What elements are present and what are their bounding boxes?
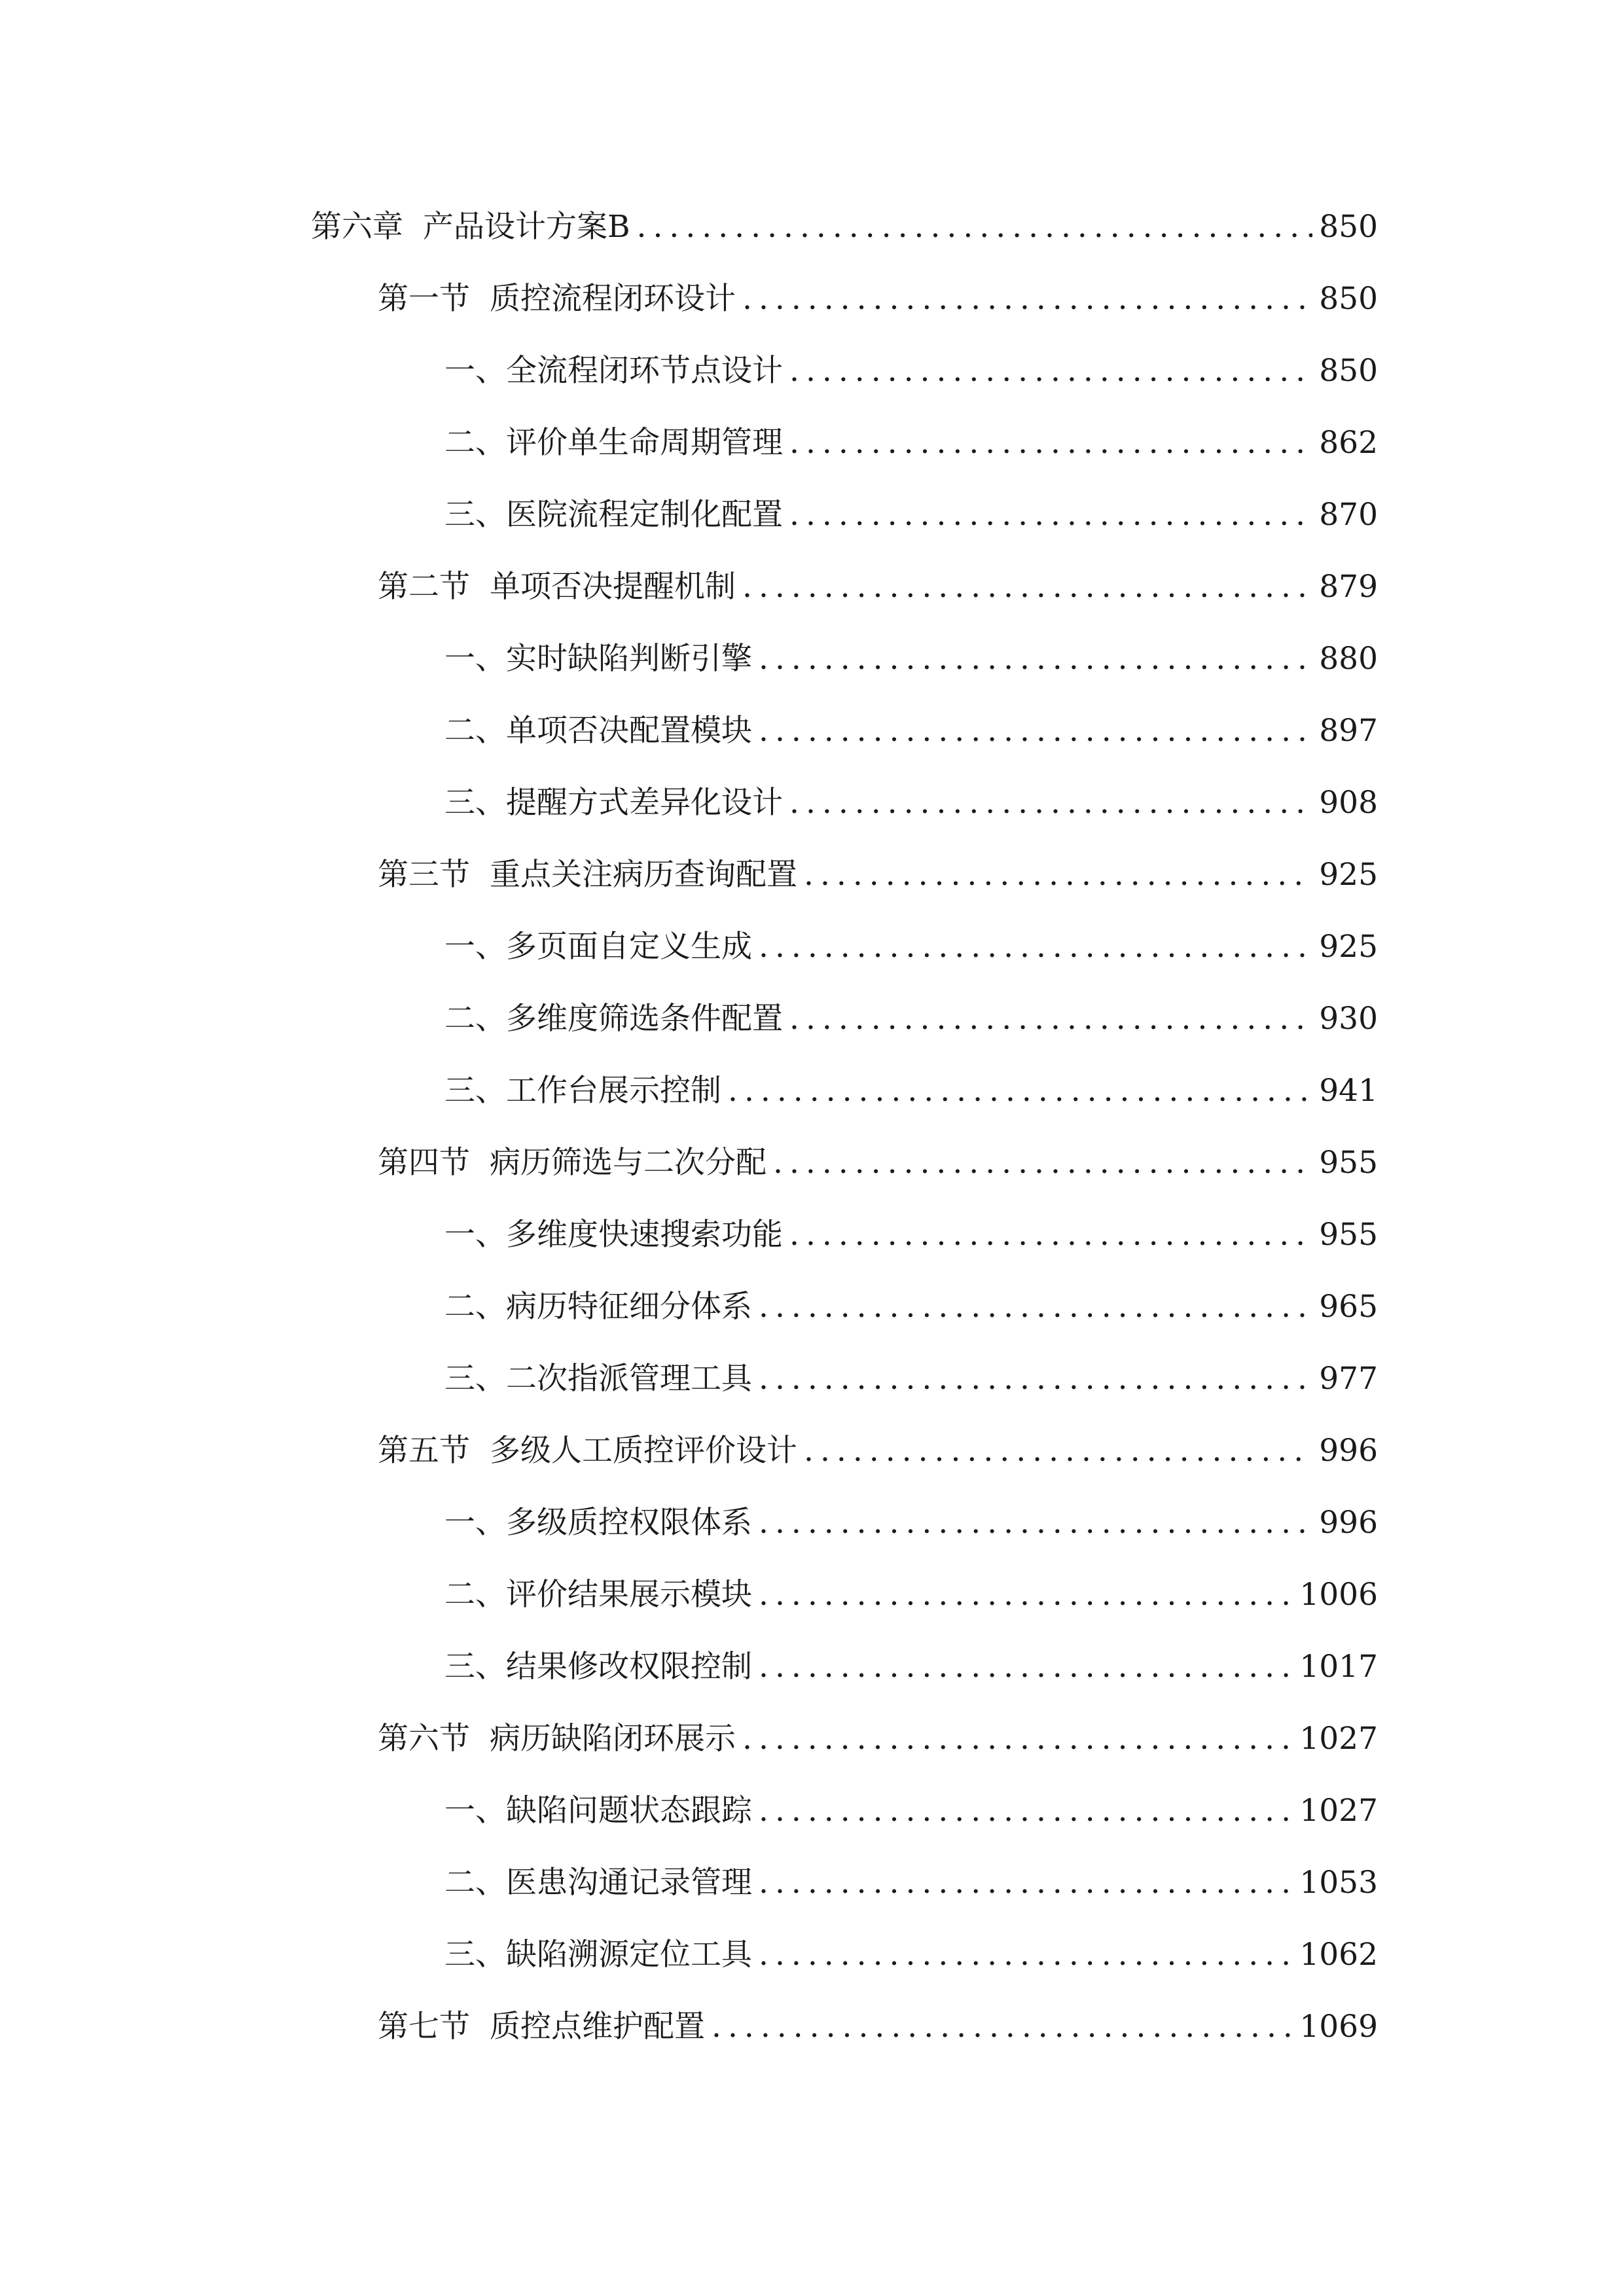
toc-dot-leader xyxy=(789,767,1312,839)
toc-page-number: 897 xyxy=(1319,713,1378,749)
toc-entry-number: 第六节 xyxy=(378,1721,470,1757)
toc-section-entry[interactable] xyxy=(311,263,1378,335)
toc-page-number: 925 xyxy=(1319,857,1378,893)
toc-page-number: 880 xyxy=(1319,641,1378,677)
toc-entry-title: 医院流程定制化配置 xyxy=(506,497,783,533)
toc-entry-number: 三、 xyxy=(444,1649,506,1685)
toc-entry-title: 质控流程闭环设计 xyxy=(490,281,736,317)
toc-dot-leader xyxy=(759,695,1312,767)
toc-dot-leader xyxy=(759,1271,1312,1343)
toc-entry-number: 一、 xyxy=(444,1505,506,1541)
toc-subsection-entry[interactable] xyxy=(311,1559,1378,1631)
toc-dot-leader xyxy=(742,263,1312,335)
toc-entry-title: 病历筛选与二次分配 xyxy=(490,1145,767,1181)
toc-subsection-entry[interactable] xyxy=(311,407,1378,479)
toc-page-number: 930 xyxy=(1319,1001,1378,1037)
toc-page-number: 879 xyxy=(1319,569,1378,605)
toc-dot-leader xyxy=(789,1199,1312,1271)
toc-chapter-entry[interactable] xyxy=(311,191,1378,263)
toc-dot-leader xyxy=(759,1919,1293,1991)
toc-entry-title: 评价结果展示模块 xyxy=(506,1577,752,1613)
toc-entry-title: 病历特征细分体系 xyxy=(506,1289,752,1325)
toc-entry-title: 多级质控权限体系 xyxy=(506,1505,752,1541)
toc-entry-number: 第四节 xyxy=(378,1145,470,1181)
toc-entry-title: 二次指派管理工具 xyxy=(506,1361,752,1397)
toc-dot-leader xyxy=(759,1775,1293,1847)
toc-page-number: 908 xyxy=(1319,785,1378,821)
toc-entry-title: 多维度筛选条件配置 xyxy=(506,1001,783,1037)
toc-entry-number: 一、 xyxy=(444,1217,506,1253)
toc-subsection-entry[interactable] xyxy=(311,335,1378,407)
toc-entry-title: 质控点维护配置 xyxy=(490,2009,705,2045)
toc-entry-number: 二、 xyxy=(444,713,506,749)
toc-page-number: 941 xyxy=(1319,1073,1378,1109)
toc-page-number: 1062 xyxy=(1299,1937,1378,1973)
toc-subsection-entry[interactable] xyxy=(311,695,1378,767)
toc-page-number: 955 xyxy=(1319,1145,1378,1181)
toc-entry-title: 缺陷问题状态跟踪 xyxy=(506,1793,752,1829)
toc-dot-leader xyxy=(759,1847,1293,1919)
toc-subsection-entry[interactable] xyxy=(311,1775,1378,1847)
toc-subsection-entry[interactable] xyxy=(311,911,1378,983)
toc-section-entry[interactable] xyxy=(311,839,1378,911)
toc-entry-number: 三、 xyxy=(444,497,506,533)
table-of-contents xyxy=(311,191,1378,2063)
toc-entry-title: 缺陷溯源定位工具 xyxy=(506,1937,752,1973)
toc-page-number: 1027 xyxy=(1299,1793,1378,1829)
toc-subsection-entry[interactable] xyxy=(311,1199,1378,1271)
toc-entry-title: 重点关注病历查询配置 xyxy=(490,857,797,893)
toc-page-number: 1053 xyxy=(1299,1865,1378,1901)
toc-section-entry[interactable] xyxy=(311,1415,1378,1487)
toc-entry-number: 一、 xyxy=(444,353,506,389)
toc-entry-number: 第一节 xyxy=(378,281,470,317)
toc-entry-number: 第三节 xyxy=(378,857,470,893)
toc-page-number: 1017 xyxy=(1299,1649,1378,1685)
toc-entry-number: 二、 xyxy=(444,1865,506,1901)
toc-dot-leader xyxy=(804,839,1312,911)
toc-page-number: 850 xyxy=(1319,281,1378,317)
toc-page-number: 850 xyxy=(1319,209,1378,245)
toc-page-number: 1006 xyxy=(1299,1577,1378,1613)
toc-dot-leader xyxy=(789,983,1312,1055)
toc-entry-number: 第六章 xyxy=(311,209,403,245)
toc-page-number: 862 xyxy=(1319,425,1378,461)
toc-entry-title: 产品设计方案B xyxy=(423,209,630,245)
toc-dot-leader xyxy=(759,1343,1312,1415)
toc-subsection-entry[interactable] xyxy=(311,1343,1378,1415)
toc-entry-number: 第七节 xyxy=(378,2009,470,2045)
toc-dot-leader xyxy=(789,407,1312,479)
toc-page-number: 870 xyxy=(1319,497,1378,533)
toc-section-entry[interactable] xyxy=(311,551,1378,623)
toc-entry-number: 第二节 xyxy=(378,569,470,605)
toc-entry-title: 多页面自定义生成 xyxy=(506,929,752,965)
toc-entry-title: 医患沟通记录管理 xyxy=(506,1865,752,1901)
toc-entry-title: 全流程闭环节点设计 xyxy=(506,353,783,389)
toc-entry-number: 一、 xyxy=(444,929,506,965)
toc-entry-number: 一、 xyxy=(444,1793,506,1829)
toc-dot-leader xyxy=(759,1559,1293,1631)
toc-dot-leader xyxy=(773,1127,1312,1199)
toc-subsection-entry[interactable] xyxy=(311,623,1378,695)
toc-entry-title: 结果修改权限控制 xyxy=(506,1649,752,1685)
toc-entry-title: 多级人工质控评价设计 xyxy=(490,1433,797,1469)
toc-page-number: 977 xyxy=(1319,1361,1378,1397)
toc-subsection-entry[interactable] xyxy=(311,1487,1378,1559)
toc-dot-leader xyxy=(789,335,1312,407)
toc-entry-number: 二、 xyxy=(444,1289,506,1325)
toc-page-number: 955 xyxy=(1319,1217,1378,1253)
toc-entry-number: 三、 xyxy=(444,785,506,821)
toc-dot-leader xyxy=(742,1703,1293,1775)
toc-page-number: 1069 xyxy=(1299,2009,1378,2045)
toc-entry-number: 三、 xyxy=(444,1073,506,1109)
toc-subsection-entry[interactable] xyxy=(311,1055,1378,1127)
toc-dot-leader xyxy=(759,1487,1312,1559)
toc-dot-leader xyxy=(728,1055,1312,1127)
toc-entry-title: 单项否决提醒机制 xyxy=(490,569,736,605)
toc-dot-leader xyxy=(789,479,1312,551)
toc-page-number: 996 xyxy=(1319,1433,1378,1469)
toc-subsection-entry[interactable] xyxy=(311,1919,1378,1991)
toc-dot-leader xyxy=(804,1415,1312,1487)
toc-dot-leader xyxy=(637,191,1313,263)
toc-entry-title: 提醒方式差异化设计 xyxy=(506,785,783,821)
toc-page-number: 965 xyxy=(1319,1289,1378,1325)
toc-entry-number: 一、 xyxy=(444,641,506,677)
toc-page-number: 925 xyxy=(1319,929,1378,965)
toc-subsection-entry[interactable] xyxy=(311,479,1378,551)
toc-subsection-entry[interactable] xyxy=(311,767,1378,839)
toc-subsection-entry[interactable] xyxy=(311,1631,1378,1703)
toc-entry-number: 二、 xyxy=(444,1577,506,1613)
toc-dot-leader xyxy=(759,623,1312,695)
toc-entry-title: 评价单生命周期管理 xyxy=(506,425,783,461)
toc-section-entry[interactable] xyxy=(311,1991,1378,2063)
toc-subsection-entry[interactable] xyxy=(311,1271,1378,1343)
toc-section-entry[interactable] xyxy=(311,1127,1378,1199)
toc-page-number: 996 xyxy=(1319,1505,1378,1541)
toc-entry-number: 三、 xyxy=(444,1937,506,1973)
toc-dot-leader xyxy=(742,551,1312,623)
toc-subsection-entry[interactable] xyxy=(311,983,1378,1055)
toc-entry-number: 第五节 xyxy=(378,1433,470,1469)
toc-entry-number: 三、 xyxy=(444,1361,506,1397)
toc-entry-number: 二、 xyxy=(444,425,506,461)
toc-entry-title: 多维度快速搜索功能 xyxy=(506,1217,783,1253)
toc-entry-title: 单项否决配置模块 xyxy=(506,713,752,749)
toc-entry-number: 二、 xyxy=(444,1001,506,1037)
toc-entry-title: 实时缺陷判断引擎 xyxy=(506,641,752,677)
toc-page-number: 850 xyxy=(1319,353,1378,389)
toc-dot-leader xyxy=(712,1991,1293,2063)
toc-entry-title: 工作台展示控制 xyxy=(506,1073,721,1109)
toc-subsection-entry[interactable] xyxy=(311,1847,1378,1919)
toc-page-number: 1027 xyxy=(1299,1721,1378,1757)
toc-section-entry[interactable] xyxy=(311,1703,1378,1775)
toc-entry-title: 病历缺陷闭环展示 xyxy=(490,1721,736,1757)
toc-dot-leader xyxy=(759,1631,1293,1703)
toc-dot-leader xyxy=(759,911,1312,983)
